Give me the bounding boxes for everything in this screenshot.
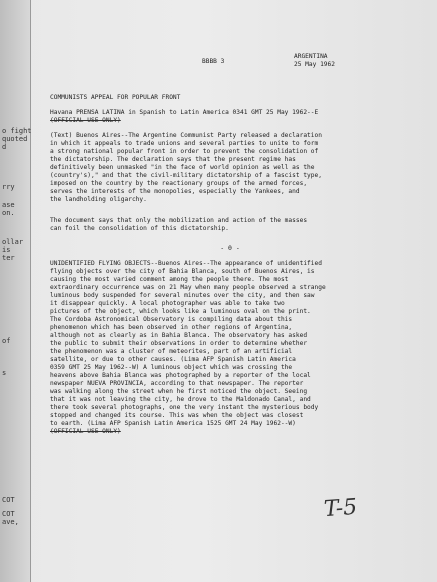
text-line: that it was not leaving the city, he drove to the Maldonado Canal, and (50, 396, 311, 403)
text-line: a strong national popular front in order to prevent the consolidation of (50, 148, 319, 155)
text-line: extraordinary occurrence was on 21 May when many people observed a strange (50, 284, 326, 291)
text-line: The document says that only the mobilization and action of the masses (50, 217, 308, 224)
text-line: heavens above Bahia Blanca was photographed by a reporter of the local (50, 372, 311, 379)
text-line: in which it appeals to trade unions and several parties to unite to form (50, 140, 319, 147)
handwritten-mark: T-5 (323, 494, 359, 523)
text-line: although not as clearly as in Bahia Blanca. The observatory has asked (50, 332, 308, 339)
story-title: COMMUNISTS APPEAL FOR POPULAR FRONT (50, 94, 181, 101)
text-line: the phenomenon was a cluster of meteorites, part of an artificial (50, 348, 293, 355)
text-line: the public to submit their observations in order to determine whether (50, 340, 308, 347)
source-line: Havana PRENSA LATINA in Spanish to Latin America 0341 GMT 25 May 1962--E (50, 109, 319, 116)
text-line: can foil the consolidation of this dictatorship. (50, 225, 229, 232)
text-line: imposed on the country by the reactionary groups of the armed forces, (50, 180, 308, 187)
story-paragraph (50, 217, 410, 233)
margin-fragment: ase on. (2, 201, 15, 217)
text-line: definitively been unmasked "in the face of world opinion as well as the (50, 164, 315, 171)
text-line: luminous body suspended for several minutes over the city, and then saw (50, 292, 315, 299)
margin-fragment: o fight quoted d (2, 127, 32, 151)
text-line: was walking along the street when he first noticed the object. Seeing (50, 388, 308, 395)
margin-fragment: of (2, 337, 11, 345)
margin-fragment: ollar is ter (2, 238, 24, 262)
text-line: the dictatorship. The declaration says that the present regime has (50, 156, 296, 163)
margin-fragment: COT (2, 496, 15, 504)
text-line: flying objects over the city of Bahia Blanca, south of Buenos Aires, is (50, 268, 315, 275)
text-line: newspaper NUEVA PROVINCIA, according to that newspaper. The reporter (50, 380, 304, 387)
margin-fragment: COT ave, (2, 510, 19, 526)
report-sheet (32, 8, 428, 574)
text-line: there took several photographs, one the very instant the mysterious body (50, 404, 319, 411)
section-separator: - 0 - (220, 244, 240, 252)
text-line: the landholding oligarchy. (50, 196, 147, 203)
classification-marking: (OFFICIAL USE ONLY) (50, 117, 121, 124)
text-line: serves the interests of the monopolies, especially the Yankees, and (50, 188, 300, 195)
report-date: 25 May 1962 (294, 61, 335, 68)
margin-fragment: s (2, 369, 7, 377)
text-line: (country's)," and that the civil-military dictatorship of a fascist type, (50, 172, 322, 179)
text-line: satellite, or due to other causes. (Lima AFP Spanish Latin America (50, 356, 296, 363)
country-heading: ARGENTINA (294, 53, 328, 60)
text-line: stopped and changed its course. This was when the object was closest (50, 412, 304, 419)
adjacent-page-edge (0, 0, 31, 582)
story-paragraph (50, 132, 410, 204)
margin-fragment: rry (2, 183, 15, 191)
text-line: 0359 GMT 25 May 1962--W) A luminous object which was crossing the (50, 364, 293, 371)
text-line: (Text) Buenos Aires--The Argentine Communist Party released a declaration (50, 132, 322, 139)
text-line: phenomenon which has been observed in other regions of Argentina, (50, 324, 293, 331)
text-line: to earth. (Lima AFP Spanish Latin America 1525 GMT 24 May 1962--W) (50, 420, 296, 427)
text-line: The Cordoba Astronomical Observatory is compiling data about this (50, 316, 293, 323)
text-line: pictures of the object, which looks like a luminous oval on the print. (50, 308, 311, 315)
story-paragraph (50, 260, 410, 436)
text-line: causing the most varied comment among the people there. The most (50, 276, 289, 283)
classification-marking: (OFFICIAL USE ONLY) (50, 428, 121, 435)
document-code: BBBB 3 (202, 58, 225, 65)
text-line: UNIDENTIFIED FLYING OBJECTS--Buenos Aires--The appearance of unidentified (50, 260, 322, 267)
text-line: it disappear quickly. A local photographer was able to take two (50, 300, 285, 307)
